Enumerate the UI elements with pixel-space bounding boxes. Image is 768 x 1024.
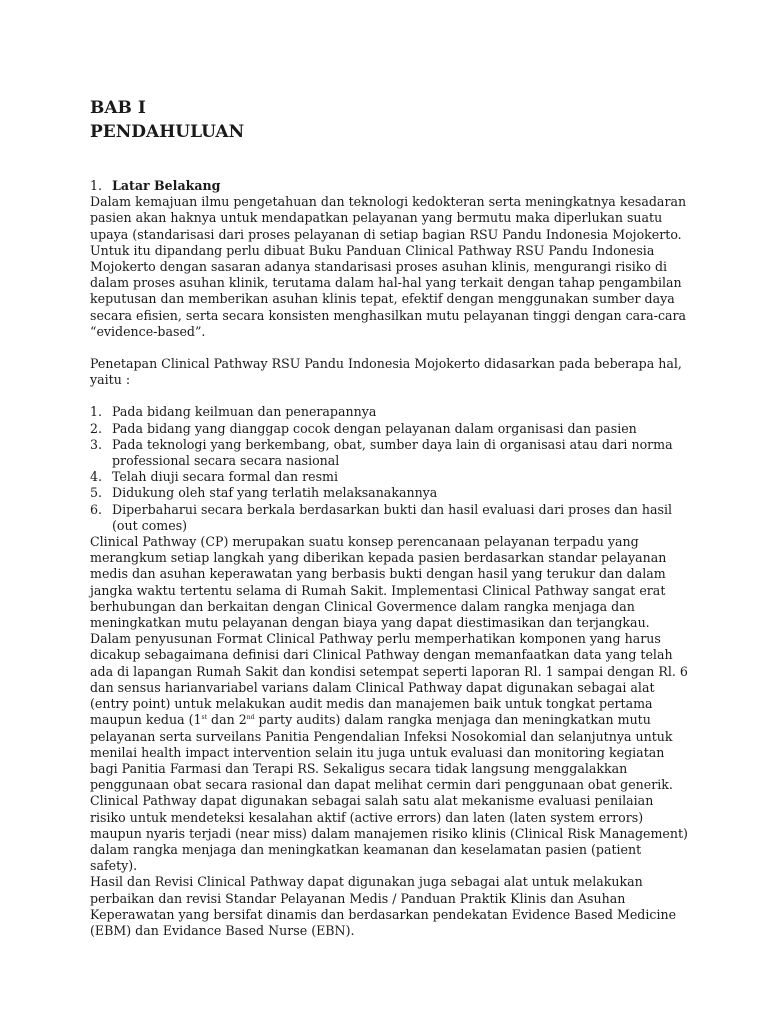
list-item-number: 3. xyxy=(90,436,103,452)
list-item-number: 2. xyxy=(90,420,103,436)
section-heading xyxy=(90,178,690,194)
paragraph-clinical-pathway xyxy=(90,534,690,874)
list-item-number: 5. xyxy=(90,485,103,501)
list-item xyxy=(90,404,690,420)
document-page xyxy=(90,96,690,939)
paragraph-text: Clinical Pathway (CP) merupakan suatu konsep perencanaan pelayanan terpadu yang merangkum setiap langkah yang diberikan kepada pasien berdasarkan standar pelayanan medis dan asuhan keperawatan yang berbasis bukti dengan hasil yang terukur dan dalam jangka waktu tertentu selama di Rumah Sakit. Implementasi Clinical Pathway sangat erat berhubungan dan berkaitan dengan Clinical Govermence dalam rangka menjaga dan meningkatkan mutu pelayanan dengan biaya yang dapat diestimasikan dan terjangkau. Dalam penyusunan Format Clinical Pathway perlu memperhatikan komponen yang harus dicakup sebagaimana definisi dari Clinical Pathway dengan memanfaatkan data yang telah ada di lapangan Rumah Sakit dan kondisi setempat seperti laporan Rl. 1 sampai dengan Rl. 6 dan sensus harianvariabel varians dalam Clinical Pathway dapat digunakan sebagai alat (entry point) untuk melakukan audit medis dan manajemen baik untuk tongkat pertama maupun kedua (1 xyxy=(90,534,688,728)
chapter-label: BAB I xyxy=(90,98,146,118)
list-item-text: Pada bidang keilmuan dan penerapannya xyxy=(112,404,377,420)
superscript: st xyxy=(201,714,208,722)
section-title: Latar Belakang xyxy=(112,178,221,193)
paragraph-text: party audits) dalam rangka menjaga dan meningkatkan mutu pelayanan serta surveilans Panitia Pengendalian Infeksi Nosokomial dan selanjutnya untuk menilai health impact intervention selain itu juga untuk evaluasi dan monitoring kegiatan bagi Panitia Farmasi dan Terapi RS. Sekaligus secara tidak langsung menggalakkan penggunaan obat secara rasional dan dapat melihat cermin dari penggunaan obat generik. Clinical Pathway dapat digunakan sebagai salah satu alat mekanisme evaluasi penilaian risiko untuk mendeteksi kesalahan aktif (active errors) dan laten (laten system errors) maupun nyaris terjadi (near miss) dalam manajemen risiko klinis (Clinical Risk Management) dalam rangka menjaga dan meningkatkan keamanan dan keselamatan pasien (patient safety). xyxy=(90,712,688,874)
list-item xyxy=(90,485,690,501)
paragraph-basis: Penetapan Clinical Pathway RSU Pandu Indonesia Mojokerto didasarkan pada beberapa hal, yaitu : xyxy=(90,356,682,388)
paragraph-revision: Hasil dan Revisi Clinical Pathway dapat digunakan juga sebagai alat untuk melakukan perbaikan dan revisi Standar Pelayanan Medis / Panduan Praktik Klinis dan Asuhan Keperawatan yang bersifat dinamis dan berdasarkan pendekatan Evidence Based Medicine (EBM) dan Evidance Based Nurse (EBN). xyxy=(90,874,677,938)
chapter-title: PENDAHULUAN xyxy=(90,122,245,142)
section-number: 1. xyxy=(90,178,103,193)
list-item-text: Didukung oleh staf yang terlatih melaksanakannya xyxy=(112,485,438,501)
list-item xyxy=(90,437,690,469)
list-item-text: Telah diuji secara formal dan resmi xyxy=(112,469,339,485)
paragraph-text: dan 2 xyxy=(207,712,247,728)
list-item xyxy=(90,421,690,437)
criteria-list xyxy=(90,404,690,534)
list-item-text: Pada teknologi yang berkembang, obat, sumber daya lain di organisasi atau dari norma professional secara secara nasional xyxy=(112,436,673,469)
list-item xyxy=(90,502,690,534)
list-item-text: Pada bidang yang dianggap cocok dengan pelayanan dalam organisasi dan pasien xyxy=(112,420,637,436)
superscript: nd xyxy=(246,714,255,722)
list-item-number: 4. xyxy=(90,469,103,485)
list-item xyxy=(90,469,690,485)
paragraph-background: Dalam kemajuan ilmu pengetahuan dan teknologi kedokteran serta meningkatnya kesadaran pasien akan haknya untuk mendapatkan pelayanan yang bermutu maka diperlukan suatu upaya (standarisasi dari proses pelayanan di setiap bagian RSU Pandu Indonesia Mojokerto. Untuk itu dipandang perlu dibuat Buku Panduan Clinical Pathway RSU Pandu Indonesia Mojokerto dengan sasaran adanya standarisasi proses asuhan klinis, mengurangi risiko di dalam proses asuhan klinik, terutama dalam hal-hal yang terkait dengan tahap pengambilan keputusan dan memberikan asuhan klinis tepat, efektif dengan menggunakan sumber daya secara efisien, serta secara konsisten menghasilkan mutu pelayanan tinggi dengan cara-cara “evidence-based”. xyxy=(90,194,687,339)
list-item-text: Diperbaharui secara berkala berdasarkan bukti dan hasil evaluasi dari proses dan hasil (out comes) xyxy=(112,501,673,533)
list-item-number: 1. xyxy=(90,404,103,420)
list-item-number: 6. xyxy=(90,501,103,517)
